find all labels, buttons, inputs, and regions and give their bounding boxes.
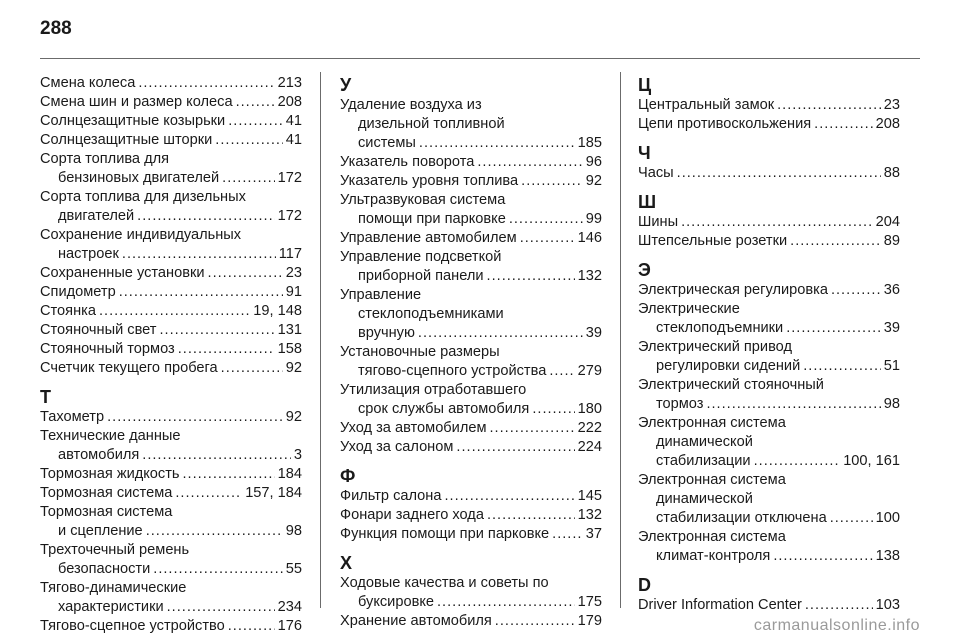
index-entry [40,340,302,359]
entry-text: Электрическая регулировка [638,282,828,298]
watermark: carmanualsonline.info [753,617,920,634]
entry-text: Спидометр [40,284,116,300]
dot-leader [677,164,881,183]
page-reference: 92 [585,173,602,189]
page-reference: 117 [278,246,302,262]
entry-text: Тягово-сцепное устройство [40,618,225,634]
section-letter: D [638,575,651,595]
entry-text: двигателей [58,208,135,224]
index-entry [340,172,602,191]
index-entry [340,96,602,153]
page-reference: 145 [577,488,602,504]
index-entry [340,438,602,457]
column-divider [620,72,621,608]
entry-text: настроек [58,246,119,262]
dot-leader [119,283,283,302]
index-column-3 [638,74,900,615]
dot-leader [183,465,275,484]
page-reference: 23 [285,265,302,281]
dot-leader [830,509,873,528]
index-entry [638,414,900,471]
index-entry [40,579,302,617]
index-entry [638,596,900,615]
dot-leader [221,359,283,378]
entry-text: автомобиля [58,447,140,463]
dot-leader [444,487,574,506]
index-entry [340,286,602,343]
page-reference: 204 [875,214,900,230]
entry-text: Уход за автомобилем [340,420,487,436]
entry-text: Функция помощи при парковке [340,526,550,542]
entry-text: Штепсельные розетки [638,233,788,249]
dot-leader [509,210,583,229]
index-entry [40,93,302,112]
entry-text: тягово-сцепного устройства [358,363,547,379]
entry-text: и сцепление [58,523,143,539]
dot-leader [803,357,881,376]
section-letter: У [340,75,352,95]
entry-text: Электрический стояночный [638,377,824,393]
page-reference: 91 [285,284,302,300]
entry-text: климат-контроля [656,548,771,564]
page-reference: 39 [585,325,602,341]
index-entry [638,528,900,566]
dot-leader [773,547,872,566]
index-entry [340,506,602,525]
page-reference: 146 [577,230,602,246]
entry-text: Тормозная система [40,504,173,520]
entry-text: безопасности [58,561,151,577]
dot-leader [549,362,574,381]
entry-text: Технические данные [40,428,181,444]
dot-leader [138,74,274,93]
page-reference: 39 [883,320,900,336]
entry-text: Трехточечный ремень [40,542,190,558]
entry-text: стабилизации [656,453,751,469]
page-reference: 41 [285,113,302,129]
index-entry [340,191,602,229]
dot-leader [777,96,881,115]
dot-leader [215,131,282,150]
entry-text: Фильтр салона [340,488,442,504]
section-letter: Ш [638,192,657,212]
dot-leader [175,484,242,503]
index-entry [40,283,302,302]
page-reference: 157, 184 [245,485,302,501]
index-entry [638,115,900,134]
page-reference: 96 [585,154,602,170]
index-entry [40,359,302,378]
entry-text: буксировке [358,594,434,610]
dot-leader [228,112,283,131]
dot-leader [706,395,880,414]
page-reference: 131 [277,322,302,338]
entry-text: Счетчик текущего пробега [40,360,218,376]
page-reference: 37 [585,526,602,542]
entry-text: Тахометр [40,409,105,425]
entry-text: Центральный замок [638,97,775,113]
entry-text: Тягово-динамические [40,580,187,596]
page-reference: 213 [277,75,302,91]
page-reference: 185 [577,135,602,151]
entry-text: Указатель поворота [340,154,475,170]
dot-leader [521,172,583,191]
entry-text: Часы [638,165,674,181]
index-entry [40,617,302,636]
page-reference: 89 [883,233,900,249]
index-column-2 [340,74,602,631]
page-reference: 224 [577,439,602,455]
entry-text: Утилизация отработавшего [340,382,527,398]
dot-leader [178,340,275,359]
entry-text: стабилизации отключена [656,510,827,526]
dot-leader [477,153,582,172]
entry-text: Шины [638,214,679,230]
header-rule [40,58,920,59]
index-entry [40,150,302,188]
entry-text: динамической [656,434,753,450]
entry-text: Установочные размеры [340,344,500,360]
index-entry [40,302,302,321]
section-letter: Ф [340,466,356,486]
entry-text: Сохранение индивидуальных [40,227,242,243]
entry-text: Хранение автомобиля [340,613,492,629]
entry-text: регулировки сидений [656,358,801,374]
index-entry [638,300,900,338]
entry-text: Управление [340,287,422,303]
page-reference: 138 [875,548,900,564]
index-entry [40,226,302,264]
index-entry [638,471,900,528]
entry-text: помощи при парковке [358,211,506,227]
index-entry [340,343,602,381]
entry-text: системы [358,135,416,151]
page-reference: 36 [883,282,900,298]
index-entry [40,484,302,503]
entry-text: Стоянка [40,303,96,319]
entry-text: динамической [656,491,753,507]
entry-text: Электронная система [638,529,786,545]
dot-leader [786,319,881,338]
page-reference: 55 [285,561,302,577]
entry-text: Фонари заднего хода [340,507,484,523]
entry-text: Управление подсветкой [340,249,502,265]
dot-leader [208,264,283,283]
entry-text: Driver Information Center [638,597,802,613]
page-reference: 222 [577,420,602,436]
page-reference: 3 [293,447,302,463]
entry-text: Смена колеса [40,75,136,91]
dot-leader [99,302,250,321]
entry-text: приборной панели [358,268,484,284]
section-letter: Т [40,387,51,407]
page-reference: 132 [577,507,602,523]
page-reference: 279 [577,363,602,379]
entry-text: Сохраненные установки [40,265,205,281]
dot-leader [437,593,575,612]
page-reference: 175 [577,594,602,610]
section-letter: Ч [638,143,651,163]
page-reference: 51 [883,358,900,374]
dot-leader [495,612,575,631]
dot-leader [532,400,574,419]
dot-leader [153,560,283,579]
index-entry [40,112,302,131]
page-reference: 103 [875,597,900,613]
entry-text: бензиновых двигателей [58,170,220,186]
entry-text: Электрический привод [638,339,792,355]
section-letter: Х [340,553,353,573]
page-reference: 98 [883,396,900,412]
entry-text: Солнцезащитные шторки [40,132,213,148]
index-entry [340,525,602,544]
entry-text: Стояночный свет [40,322,157,338]
dot-leader [146,522,283,541]
page-reference: 99 [585,211,602,227]
dot-leader [137,207,274,226]
index-entry [40,264,302,283]
index-entry [340,229,602,248]
page-reference: 92 [285,409,302,425]
index-entry [638,232,900,251]
page-reference: 23 [883,97,900,113]
index-entry [638,338,900,376]
page-reference: 208 [277,94,302,110]
dot-leader [142,446,291,465]
entry-text: Сорта топлива для дизельных [40,189,246,205]
page-reference: 176 [277,618,302,634]
index-entry [40,465,302,484]
entry-text: Тормозная жидкость [40,466,180,482]
entry-text: Управление автомобилем [340,230,517,246]
index-entry [638,96,900,115]
entry-text: Уход за салоном [340,439,454,455]
dot-leader [222,169,275,188]
entry-text: Электронная система [638,415,786,431]
page-reference: 100 [875,510,900,526]
entry-text: Стояночный тормоз [40,341,175,357]
entry-text: Удаление воздуха из [340,97,482,113]
page-reference: 172 [277,170,302,186]
entry-text: Солнцезащитные козырьки [40,113,226,129]
index-entry [40,427,302,465]
entry-text: Указатель уровня топлива [340,173,519,189]
section-letter: Ц [638,75,652,95]
page-number: 288 [40,18,72,39]
index-entry [638,164,900,183]
page-reference: 172 [277,208,302,224]
page-reference: 41 [285,132,302,148]
index-entry [40,74,302,93]
dot-leader [160,321,275,340]
page-reference: 100, 161 [843,453,900,469]
column-divider [320,72,321,608]
index-entry [340,487,602,506]
entry-text: Электронная система [638,472,786,488]
page-reference: 92 [285,360,302,376]
dot-leader [805,596,873,615]
index-entry [40,541,302,579]
entry-text: Тормозная система [40,485,173,501]
entry-text: Ходовые качества и советы по [340,575,549,591]
entry-text: характеристики [58,599,164,615]
dot-leader [487,267,575,286]
index-entry [638,213,900,232]
dot-leader [419,134,575,153]
page-reference: 19, 148 [253,303,302,319]
entry-text: Сорта топлива для [40,151,170,167]
dot-leader [831,281,881,300]
entry-text: Ультразвуковая система [340,192,506,208]
dot-leader [490,419,575,438]
dot-leader [418,324,583,343]
dot-leader [456,438,574,457]
dot-leader [754,452,841,471]
page-reference: 179 [577,613,602,629]
page-reference: 180 [577,401,602,417]
dot-leader [167,598,275,617]
dot-leader [236,93,275,112]
dot-leader [552,525,583,544]
entry-text: вручную [358,325,415,341]
dot-leader [681,213,873,232]
index-entry [40,188,302,226]
index-entry [340,612,602,631]
dot-leader [520,229,575,248]
entry-text: Электрические [638,301,740,317]
page-reference: 208 [875,116,900,132]
index-entry [340,381,602,419]
index-entry [638,376,900,414]
dot-leader [228,617,275,636]
page-reference: 98 [285,523,302,539]
index-entry [40,408,302,427]
dot-leader [814,115,873,134]
page-reference: 88 [883,165,900,181]
entry-text: Цепи противоскольжения [638,116,812,132]
index-entry [340,153,602,172]
entry-text: срок службы автомобиля [358,401,530,417]
index-entry [340,248,602,286]
index-entry [40,131,302,150]
page-reference: 158 [277,341,302,357]
entry-text: тормоз [656,396,704,412]
index-entry [40,321,302,340]
page-reference: 234 [277,599,302,615]
dot-leader [487,506,575,525]
page-reference: 184 [277,466,302,482]
entry-text: стеклоподъемники [656,320,784,336]
dot-leader [107,408,283,427]
index-entry [40,503,302,541]
index-entry [638,281,900,300]
section-letter: Э [638,260,651,280]
index-entry [340,419,602,438]
entry-text: дизельной топливной [358,116,505,132]
dot-leader [122,245,276,264]
page-reference: 132 [577,268,602,284]
dot-leader [790,232,881,251]
index-column-1 [40,74,302,636]
index-entry [340,574,602,612]
entry-text: Смена шин и размер колеса [40,94,233,110]
entry-text: стеклоподъемниками [358,306,504,322]
